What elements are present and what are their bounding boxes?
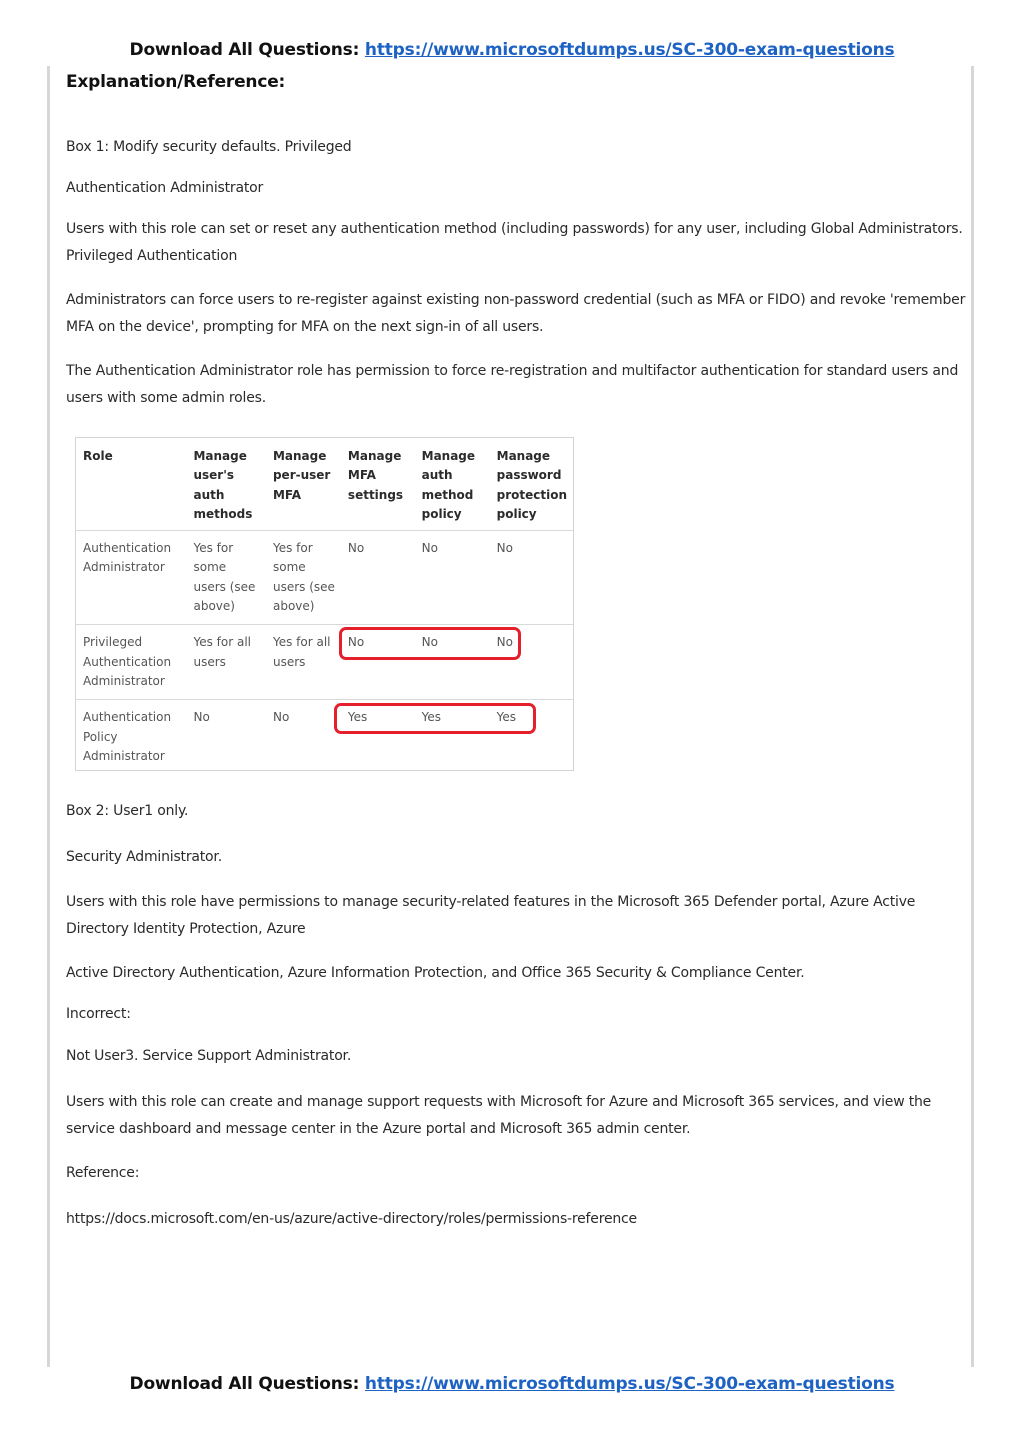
table-cell: No [341, 531, 415, 625]
highlight-policy-row [334, 703, 536, 734]
table-header: Role [76, 438, 186, 531]
highlight-privileged-row [339, 627, 521, 660]
table-cell: No [415, 625, 490, 700]
paragraph-auth-admin: Authentication Administrator [66, 180, 264, 196]
paragraph-box1: Box 1: Modify security defaults. Privileged [66, 139, 352, 155]
table-cell: Yes for some users (see above) [266, 531, 341, 625]
download-banner-label: Download All Questions: [129, 40, 365, 60]
table-cell: No [490, 625, 573, 700]
table-cell: Yes [496, 710, 516, 725]
table-cell: Yes [347, 710, 368, 725]
table-cell: Yes for some users (see above) [186, 531, 266, 625]
table-cell: No [415, 531, 490, 625]
paragraph-ad-auth: Active Directory Authentication, Azure Information Protection, and Office 365 Security & Compliance Center. [66, 965, 805, 981]
download-banner-top [0, 40, 1024, 60]
table-cell: Yes [421, 710, 441, 725]
table-cell: Yes for all users [266, 625, 341, 700]
table-cell: No [341, 625, 415, 700]
page-frame-right [971, 66, 974, 1367]
paragraph-security-admin: Security Administrator. [66, 849, 222, 865]
section-heading: Explanation/Reference: [66, 72, 286, 92]
table-row [76, 531, 573, 625]
table-cell: Authentication Policy Administrator [83, 710, 172, 763]
table-header: Manage password protection policy [490, 438, 573, 531]
reference-url: https://docs.microsoft.com/en-us/azure/active-directory/roles/permissions-reference [66, 1211, 637, 1227]
paragraph-force-reregister: Administrators can force users to re-register against existing non-password credential (such as MFA or FIDO) and revoke 'remember MFA on the device', prompting for MFA on the next sign-in of all users. [66, 292, 966, 335]
table-header: Manage per-user MFA [266, 438, 341, 531]
page-frame-left [47, 66, 50, 1367]
table-cell: No [490, 531, 573, 625]
paragraph-users-reset: Users with this role can set or reset any authentication method (including passwords) for any user, including Global Administrators. Privileged Authentication [66, 221, 963, 264]
download-link-bottom[interactable]: https://www.microsoftdumps.us/SC-300-exam-questions [364, 1374, 895, 1394]
table-cell: Authentication Administrator [76, 531, 186, 625]
download-banner-bottom [0, 1374, 1024, 1394]
paragraph-not-user3: Not User3. Service Support Administrator. [66, 1048, 352, 1064]
paragraph-reference-label: Reference: [66, 1165, 140, 1181]
table-header-row [76, 438, 573, 531]
table-header: Manage MFA settings [341, 438, 415, 531]
download-link-top[interactable]: https://www.microsoftdumps.us/SC-300-exam-questions [364, 40, 895, 60]
paragraph-security-permissions: Users with this role have permissions to manage security-related features in the Microsoft 365 Defender portal, Azure Active Directory Identity Protection, Azure [66, 894, 916, 937]
table-cell: No [272, 710, 290, 725]
paragraph-support-requests: Users with this role can create and manage support requests with Microsoft for Azure and Microsoft 365 services, and view the service dashboard and message center in the Azure portal and Microsoft 365 admin center. [66, 1094, 932, 1137]
table-cell: Yes for all users [186, 625, 266, 700]
download-banner-label: Download All Questions: [129, 1374, 365, 1394]
table-header: Manage user's auth methods [186, 438, 266, 531]
paragraph-auth-admin-role: The Authentication Administrator role has permission to force re-registration and multifactor authentication for standard users and users with some admin roles. [66, 363, 959, 406]
table-cell: Privileged Authentication Administrator [76, 625, 186, 700]
table-cell: No [193, 710, 210, 725]
table-header: Manage auth method policy [415, 438, 490, 531]
paragraph-incorrect: Incorrect: [66, 1006, 131, 1022]
paragraph-box2: Box 2: User1 only. [66, 803, 189, 819]
